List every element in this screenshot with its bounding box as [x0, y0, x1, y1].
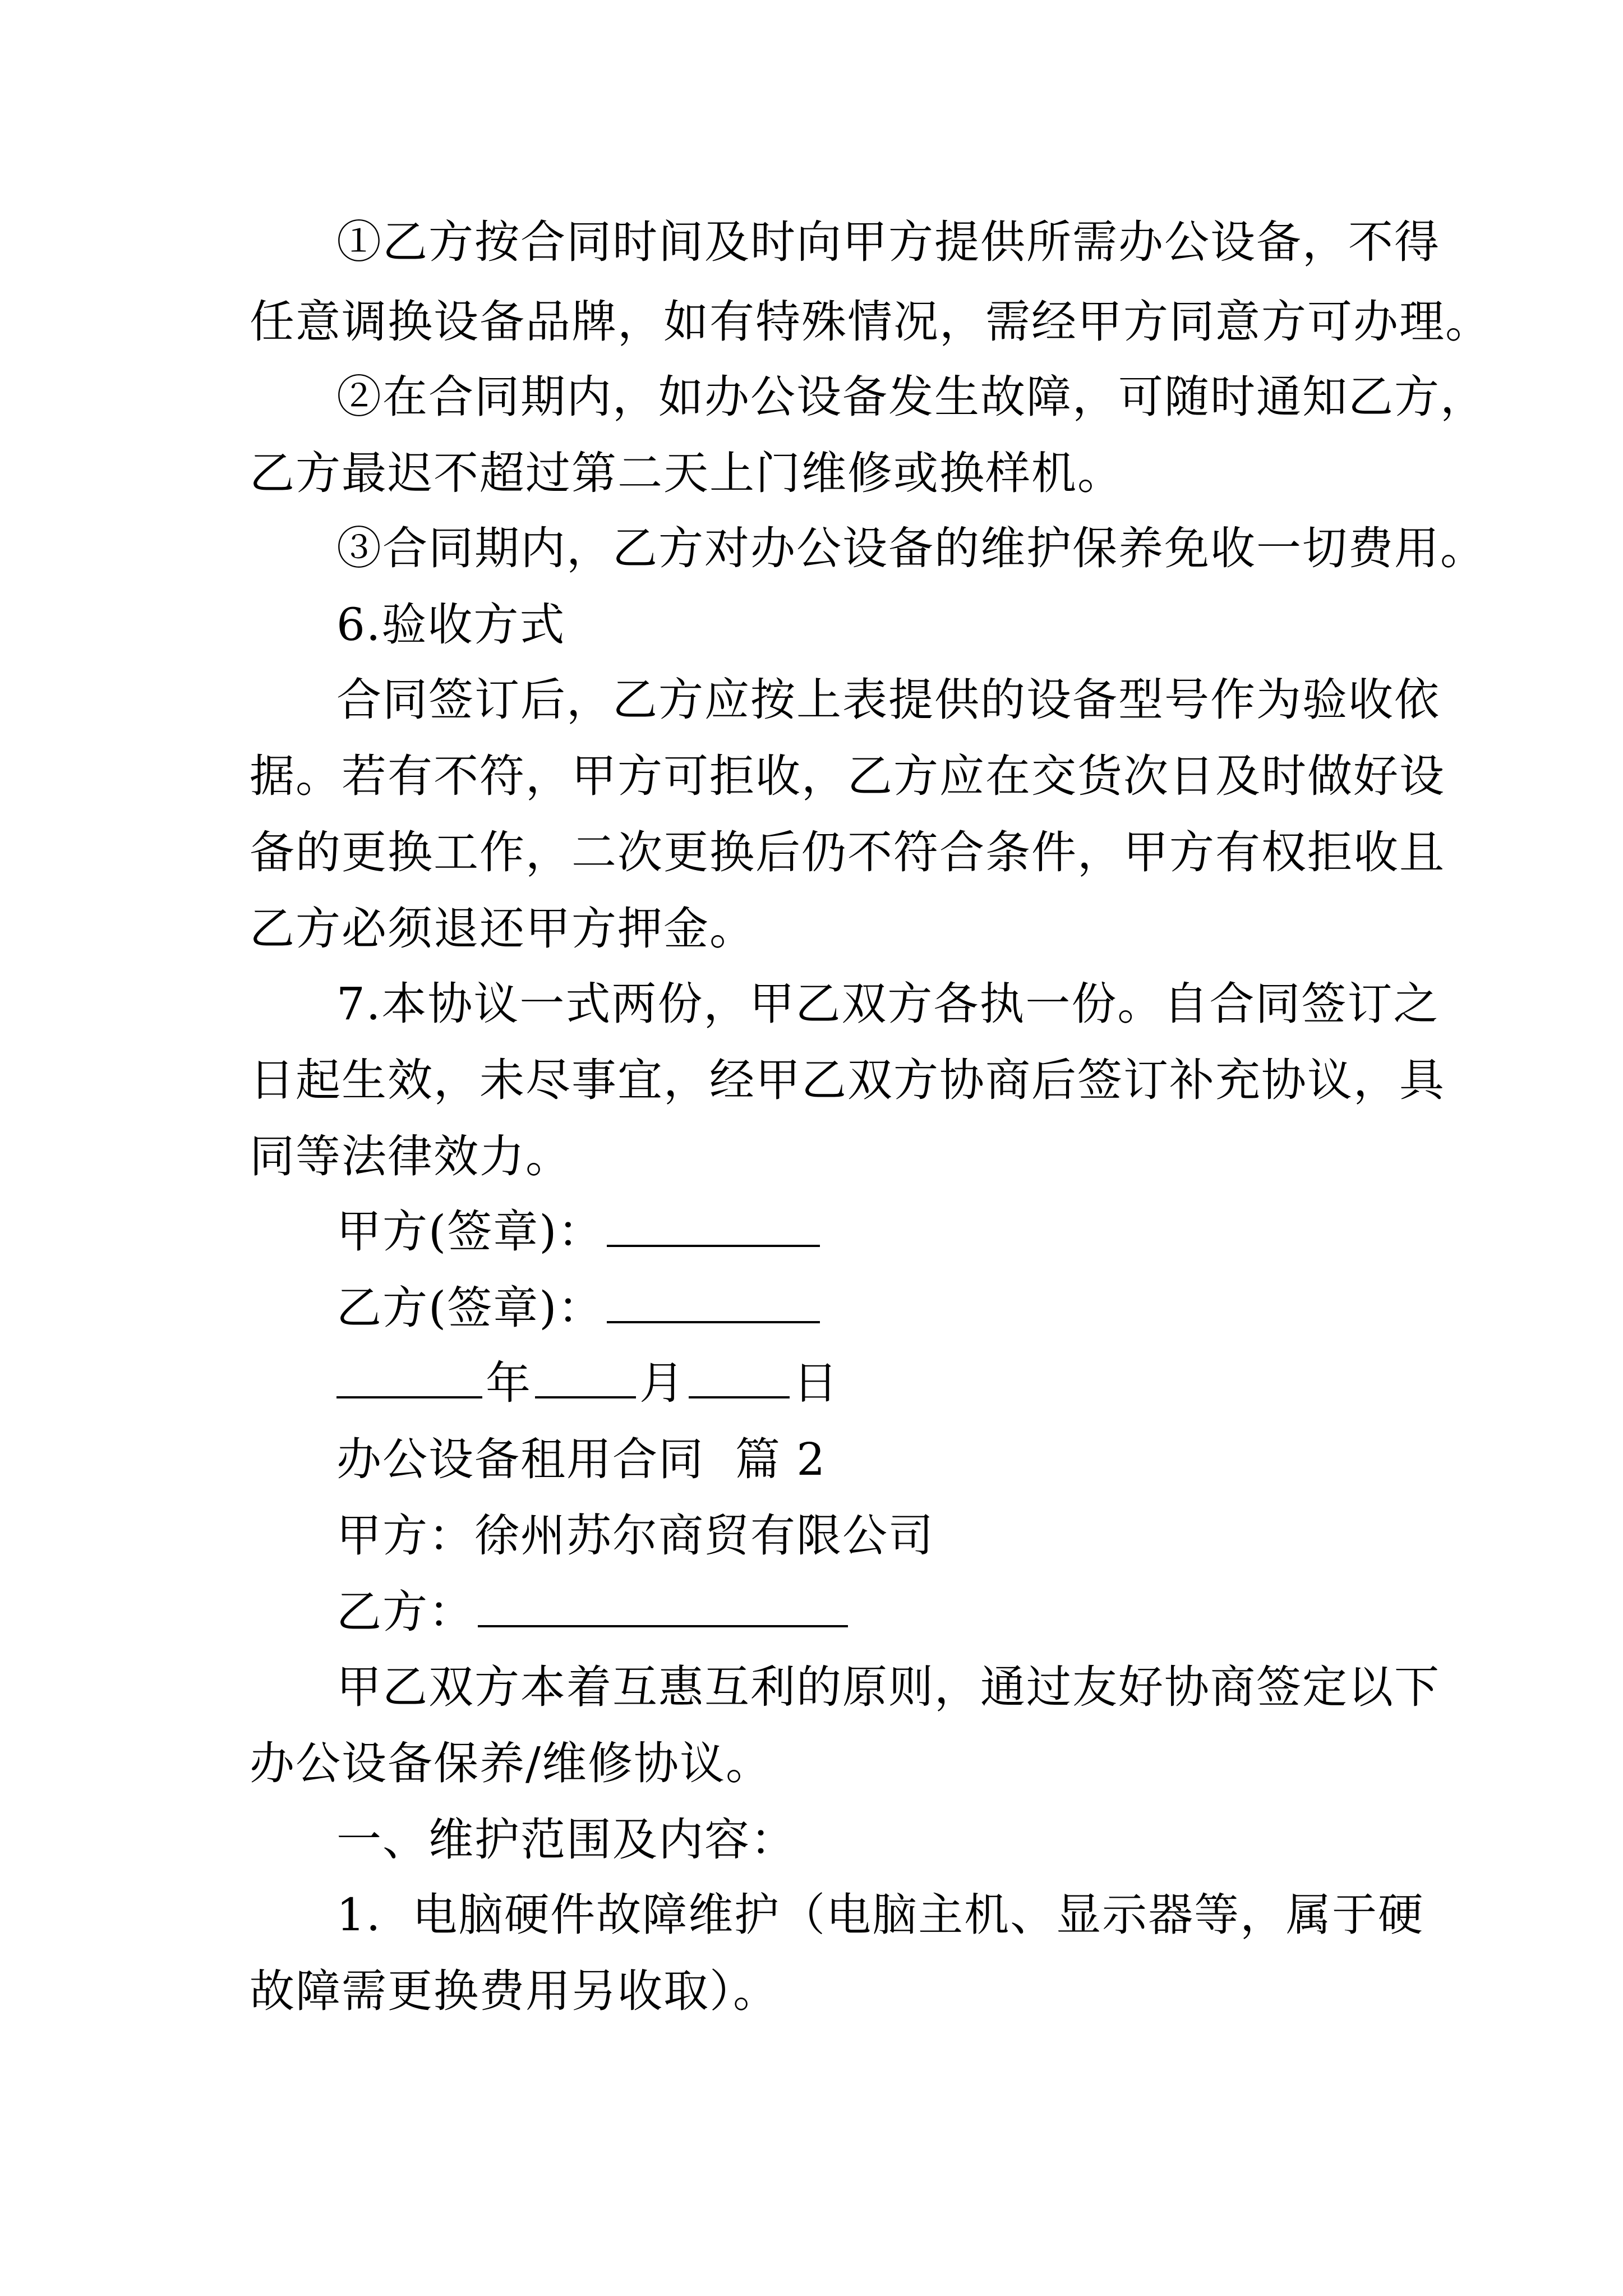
month-blank: [535, 1357, 636, 1398]
text-line: 备的更换工作，二次更换后仍不符合条件，甲方有权拒收且: [250, 826, 1445, 878]
party-a-signature-label: 甲方(签章)：: [336, 1205, 604, 1258]
party-a-name: 甲方：徐州苏尔商贸有限公司: [336, 1510, 934, 1562]
party-b-signature-blank: [607, 1282, 820, 1323]
party-b-label: 乙方：: [336, 1586, 474, 1638]
text-line: 据。若有不符，甲方可拒收，乙方应在交货次日及时做好设: [250, 750, 1445, 802]
text-line: ①乙方按合同时间及时向甲方提供所需办公设备，不得: [336, 216, 1440, 268]
party-b-signature: [336, 1281, 1388, 1335]
text-line: 任意调换设备品牌，如有特殊情况，需经甲方同意方可办理。: [250, 296, 1491, 348]
text-line: 故障需更换费用另收取）。: [250, 1965, 779, 2017]
text-line: 乙方最迟不超过第二天上门维修或换样机。: [250, 447, 1123, 499]
section-heading: 6.验收方式: [336, 599, 566, 651]
year-blank: [336, 1357, 482, 1398]
section-heading: 一、维护范围及内容：: [336, 1814, 796, 1866]
text-line: 办公设备保养/维修协议。: [250, 1737, 772, 1789]
text-line: ②在合同期内，如办公设备发生故障，可随时通知乙方，: [336, 371, 1486, 423]
date-line: [336, 1356, 1388, 1410]
party-a-signature-blank: [607, 1205, 820, 1247]
party-b-signature-label: 乙方(签章)：: [336, 1282, 604, 1334]
text-line: 1. 电脑硬件故障维护（电脑主机、显示器等，属于硬: [336, 1889, 1424, 1941]
text-line: 甲乙双方本着互惠互利的原则，通过友好协商签定以下: [336, 1661, 1440, 1713]
text-line: 同等法律效力。: [250, 1130, 571, 1182]
text-line: 乙方必须退还甲方押金。: [250, 903, 755, 955]
text-line: 7.本协议一式两份，甲乙双方各执一份。自合同签订之: [336, 978, 1440, 1030]
party-b-line: [336, 1585, 1388, 1639]
text-line: 日起生效，未尽事宜，经甲乙双方协商后签订补充协议，具: [250, 1054, 1445, 1106]
month-label: 月: [639, 1357, 685, 1409]
party-b-blank: [478, 1586, 848, 1627]
party-a-signature: [336, 1205, 1388, 1259]
section-title: 办公设备租用合同 篇 2: [336, 1433, 827, 1485]
text-line: 合同签订后，乙方应按上表提供的设备型号作为验收依: [336, 674, 1440, 726]
year-label: 年: [486, 1357, 532, 1409]
day-blank: [689, 1357, 790, 1398]
day-label: 日: [793, 1357, 839, 1409]
text-line: ③合同期内，乙方对办公设备的维护保养免收一切费用。: [336, 522, 1486, 574]
